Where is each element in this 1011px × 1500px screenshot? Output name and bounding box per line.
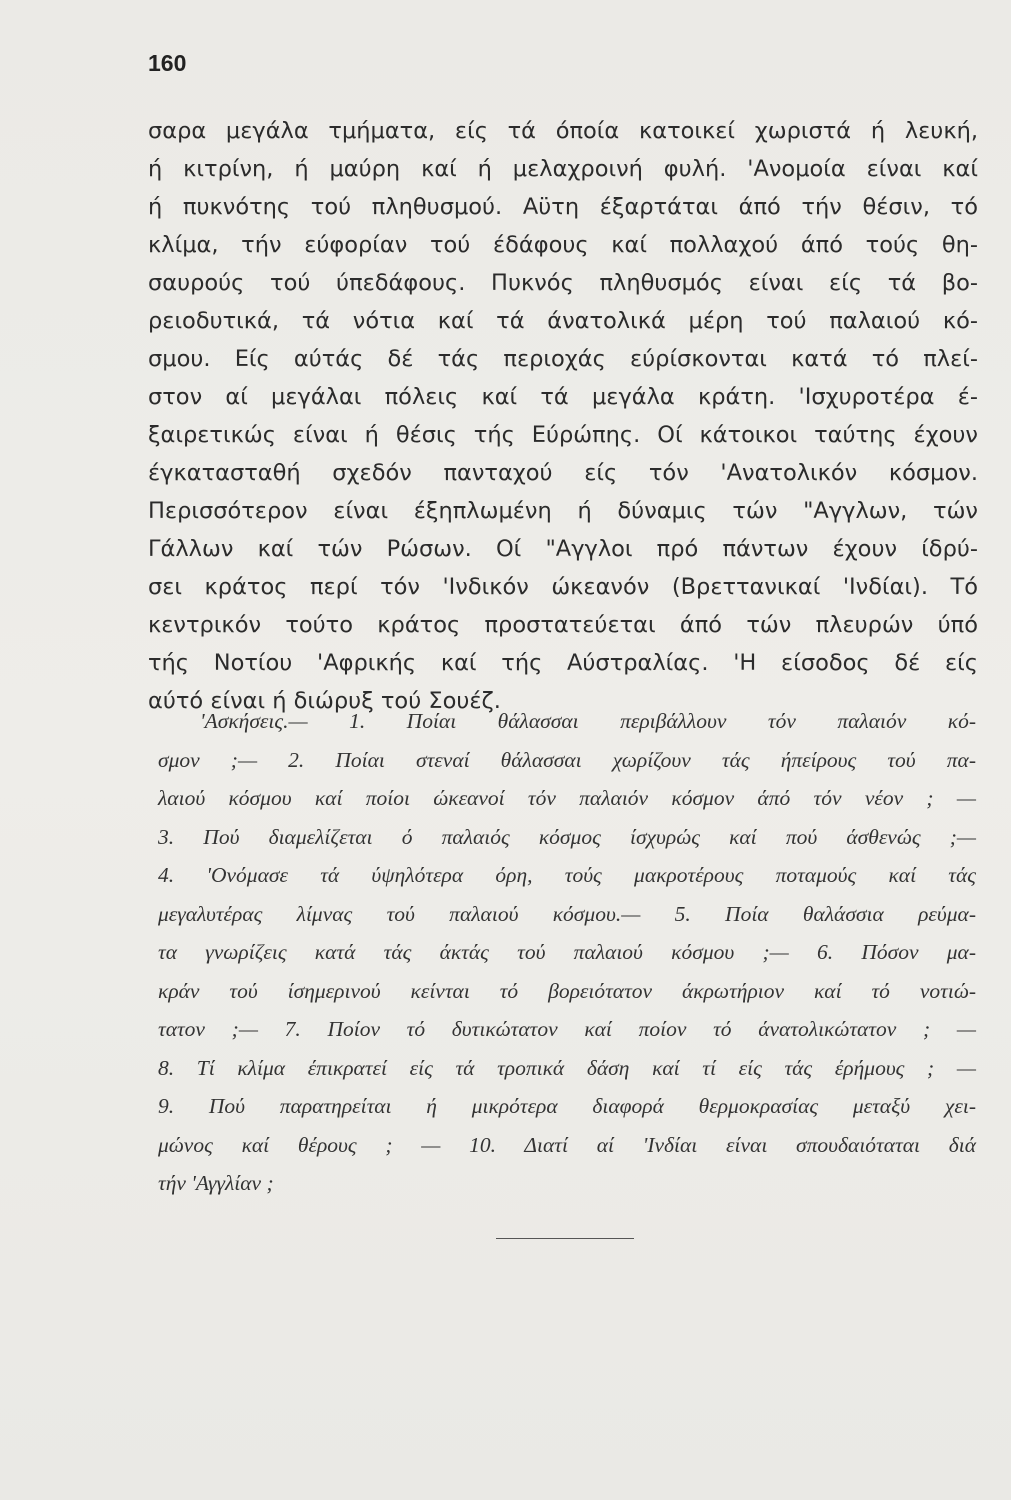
text-line: ή κιτρίνη, ή μαύρη καί ή μελαχροινή φυλή. 'Ανομοία είναι καί [148, 156, 978, 182]
exercise-line: κράν τού ίσημερινού κείνται τό βορειότατον άκρωτήριον καί τό νοτιώ- [158, 978, 976, 1003]
text-line: στον αί μεγάλαι πόλεις καί τά μεγάλα κράτη. 'Ισχυροτέρα έ- [148, 384, 978, 410]
exercises-section [158, 702, 976, 1203]
body-paragraph [148, 112, 978, 720]
exercise-line: τα γνωρίζεις κατά τάς άκτάς τού παλαιού κόσμου ;— 6. Πόσον μα- [158, 940, 976, 964]
text-line: σει κράτος περί τόν 'Ινδικόν ώκεανόν (Βρεττανικαί 'Ινδίαι). Τό [148, 574, 978, 600]
exercise-line: λαιού κόσμου καί ποίοι ώκεανοί τόν παλαιόν κόσμον άπό τόν νέον ; — [158, 786, 976, 810]
text-line: ξαιρετικώς είναι ή θέσις τής Εύρώπης. Οί κάτοικοι ταύτης έχουν [148, 422, 978, 448]
text-line: κεντρικόν τούτο κράτος προστατεύεται άπό τών πλευρών ύπό [148, 612, 978, 638]
exercise-line: 'Ασκήσεις.— 1. Ποίαι θάλασσαι περιβάλλουν τόν παλαιόν κό- [200, 709, 976, 733]
text-line: Γάλλων καί τών Ρώσων. Οί "Αγγλοι πρό πάντων έχουν ίδρύ- [148, 536, 978, 562]
section-divider [496, 1238, 634, 1239]
exercise-line: τατον ;— 7. Ποίον τό δυτικώτατον καί ποίον τό άνατολικώτατον ; — [158, 1017, 976, 1041]
text-line: κλίμα, τήν εύφορίαν τού έδάφους καί πολλαχού άπό τούς θη- [148, 232, 978, 258]
exercise-line: 4. 'Ονόμασε τά ύψηλότερα όρη, τούς μακροτέρους ποταμούς καί τάς [158, 863, 976, 887]
text-line: σμου. Είς αύτάς δέ τάς περιοχάς εύρίσκονται κατά τό πλεί- [148, 346, 978, 372]
text-line: σαρα μεγάλα τμήματα, είς τά όποία κατοικεί χωριστά ή λευκή, [148, 118, 978, 144]
exercise-line: τήν 'Αγγλίαν ; [158, 1171, 274, 1195]
text-line: ή πυκνότης τού πληθυσμού. Αϋτη έξαρτάται άπό τήν θέσιν, τό [148, 194, 978, 220]
exercise-line: μώνος καί θέρους ; — 10. Διατί αί 'Ινδίαι είναι σπουδαιόταται διά [158, 1132, 976, 1157]
text-line: αύτό είναι ή διώρυξ τού Σουέζ. [148, 688, 501, 714]
exercise-line: 8. Τί κλίμα έπικρατεί είς τά τροπικά δάση καί τί είς τάς έρήμους ; — [158, 1055, 976, 1080]
text-line: ρειοδυτικά, τά νότια καί τά άνατολικά μέρη τού παλαιού κό- [148, 308, 978, 334]
text-line: έγκατασταθή σχεδόν πανταχού είς τόν 'Ανατολικόν κόσμον. [148, 460, 978, 486]
page-number: 160 [148, 50, 187, 76]
text-line: Περισσότερον είναι έξηπλωμένη ή δύναμις τών "Αγγλων, τών [148, 498, 978, 524]
exercise-line: σμον ;— 2. Ποίαι στεναί θάλασσαι χωρίζουν τάς ήπείρους τού πα- [158, 747, 976, 772]
exercise-line: 9. Πού παρατηρείται ή μικρότερα διαφορά θερμοκρασίας μεταξύ χει- [158, 1094, 976, 1118]
text-line: σαυρούς τού ύπεδάφους. Πυκνός πληθυσμός είναι είς τά βο- [148, 270, 978, 296]
text-line: τής Νοτίου 'Αφρικής καί τής Αύστραλίας. 'Η είσοδος δέ είς [148, 650, 978, 676]
exercise-line: 3. Πού διαμελίζεται ό παλαιός κόσμος ίσχυρώς καί πού άσθενώς ;— [158, 824, 976, 849]
exercise-line: μεγαλυτέρας λίμνας τού παλαιού κόσμου.— 5. Ποία θαλάσσια ρεύμα- [158, 901, 976, 926]
